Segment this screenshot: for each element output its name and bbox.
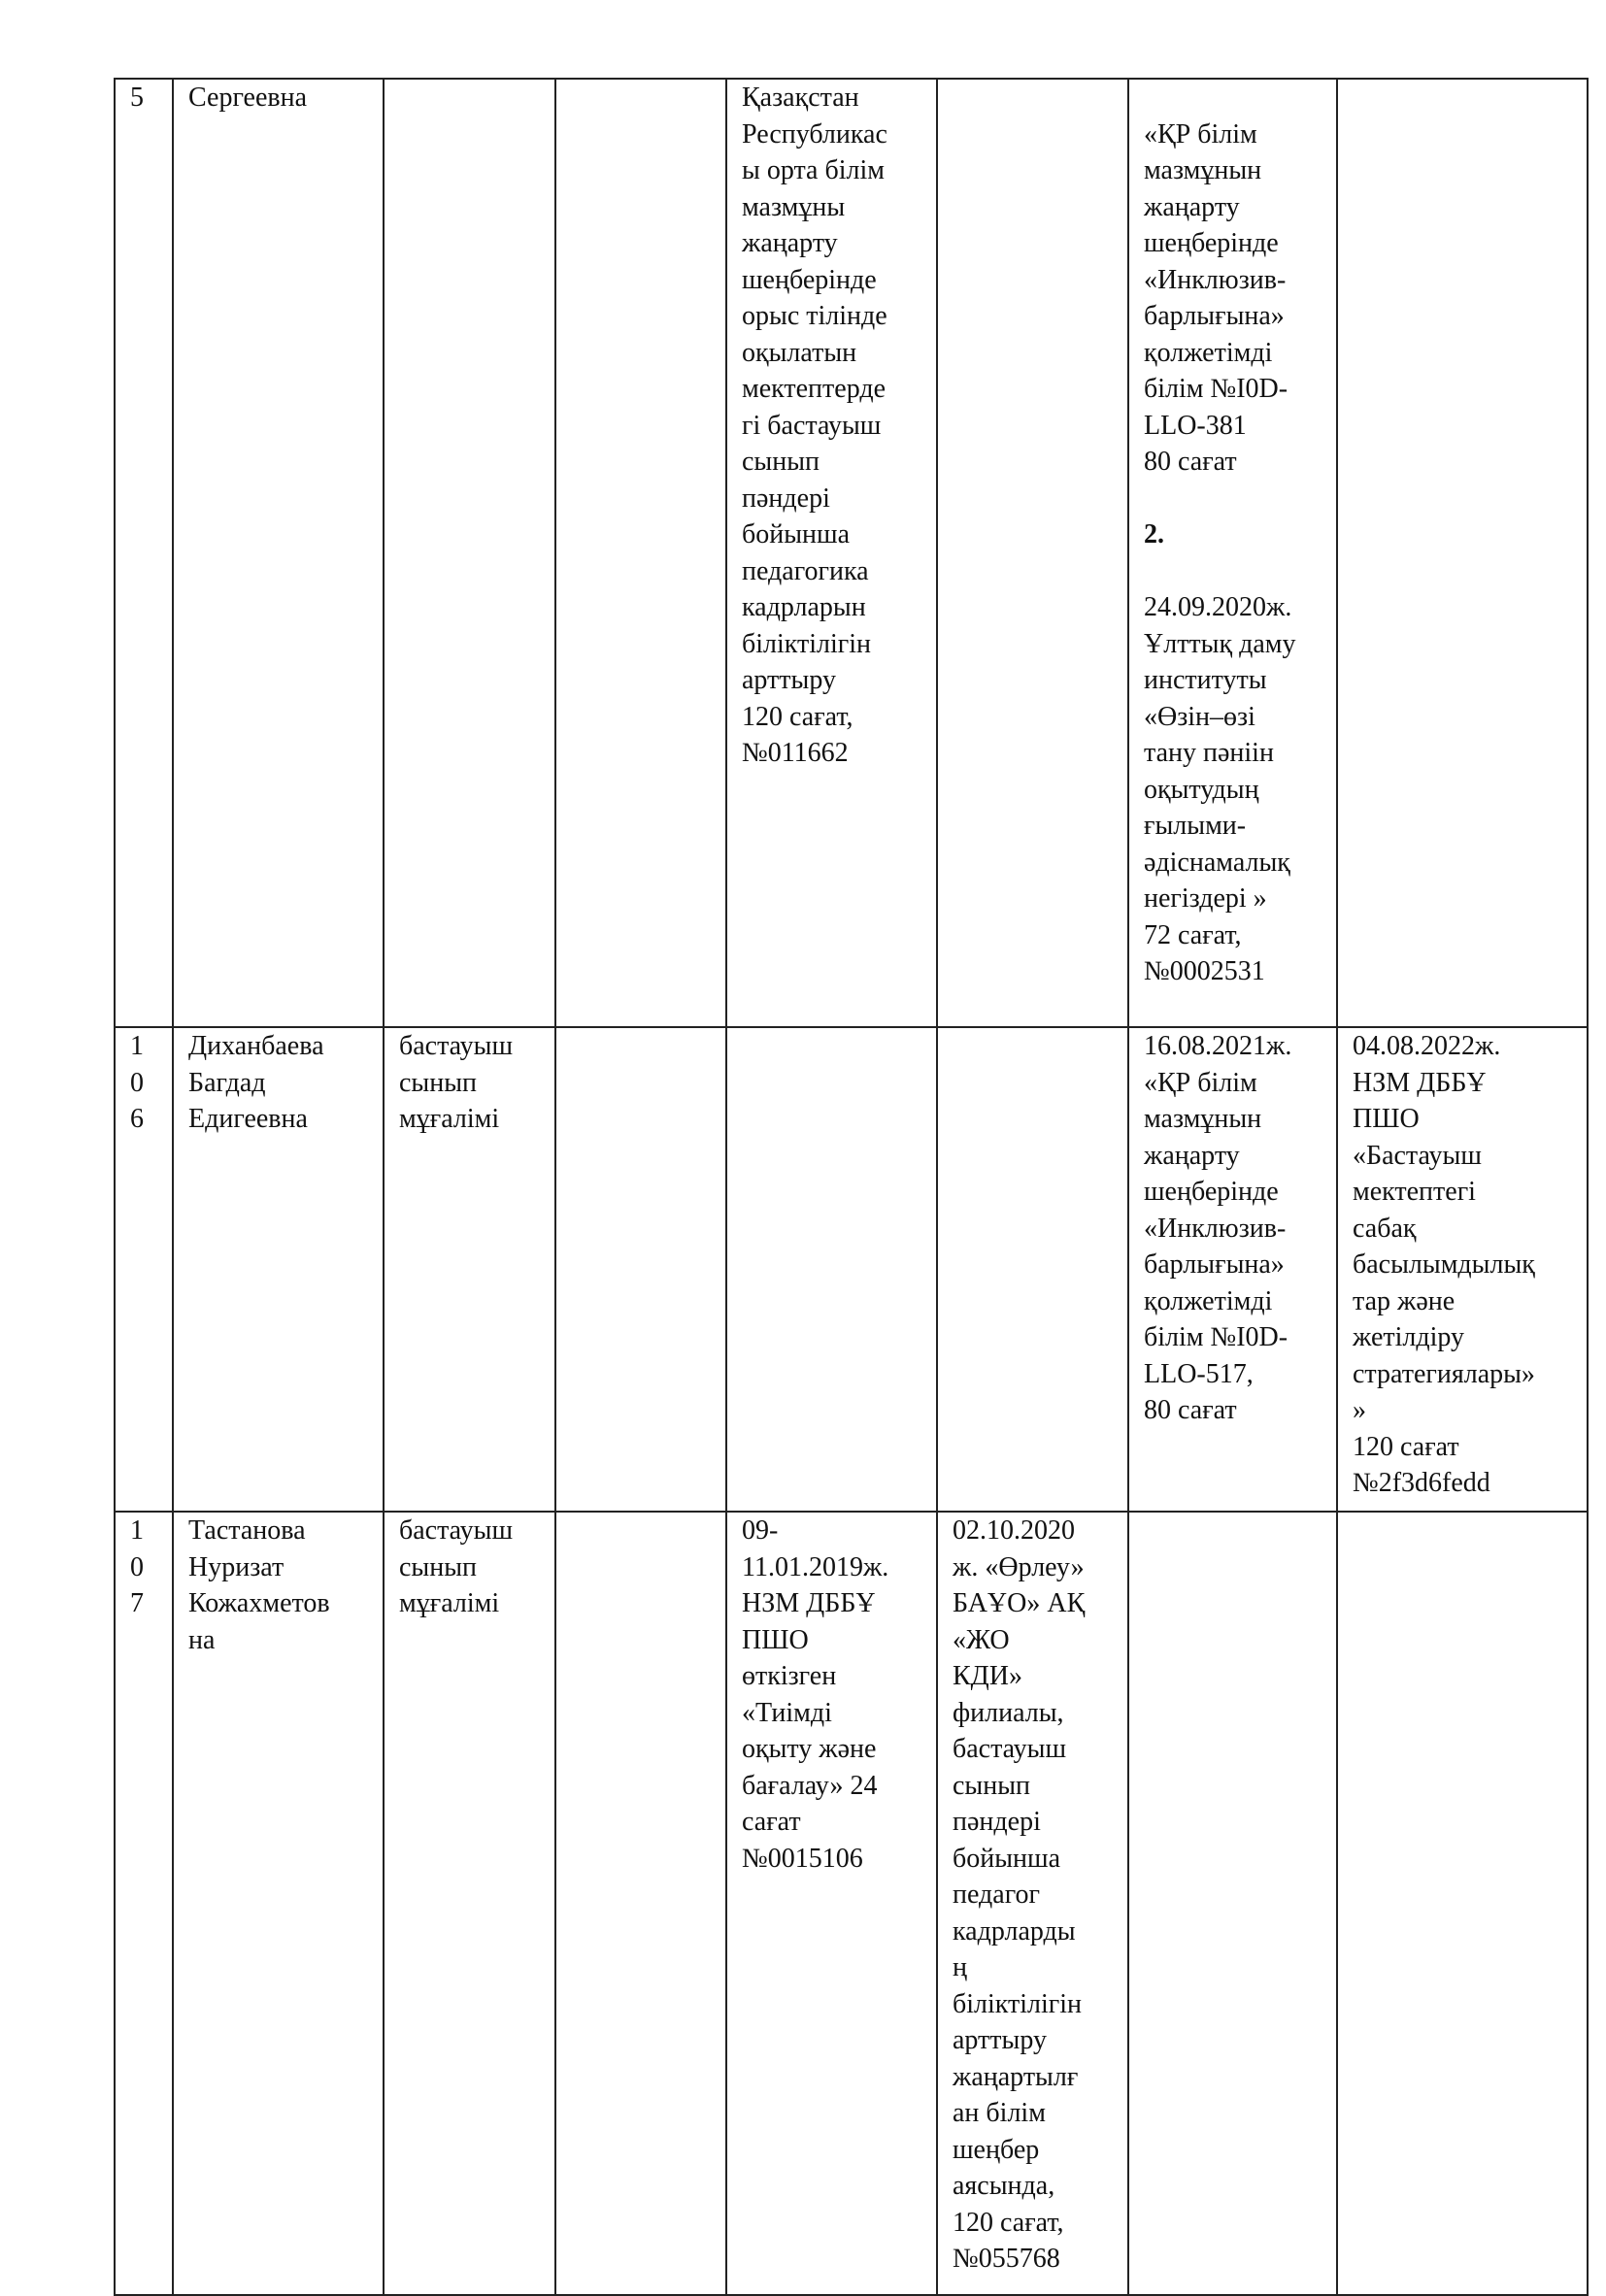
course-cell-col8 xyxy=(1337,79,1588,1027)
course-entry-marker: 2. xyxy=(1144,519,1164,549)
course-cell-col7 xyxy=(1128,79,1337,1027)
course-cell-col6 xyxy=(937,79,1128,1027)
course-cell-col8: 04.08.2022ж. НЗМ ДББҰ ПШО «Бастауыш мектептегі сабақ басылымдылық тар және жетілдіру стратегиялары» » 120 сағат №2f3d6fedd xyxy=(1337,1027,1588,1512)
position-cell: бастауыш сынып мұғалімі xyxy=(384,1027,555,1512)
table-row xyxy=(115,1512,1588,2295)
teacher-name-cell: Диханбаева Багдад Едигеевна xyxy=(173,1027,384,1512)
course-cell-col6: 02.10.2020 ж. «Өрлеу» БАҰО» АҚ «ЖО КДИ» филиалы, бастауыш сынып пәндері бойынша педагог кадрларды ң біліктілігін арттыру жаңартылғ ан білім шеңбер аясында, 120 сағат, №055768 xyxy=(937,1512,1128,2295)
row-number-cell: 5 xyxy=(115,79,173,1027)
course-cell-col5: 09- 11.01.2019ж. НЗМ ДББҰ ПШО өткізген «Тиімді оқыту және бағалау» 24 сағат №0015106 xyxy=(726,1512,937,2295)
course-cell-col7: 16.08.2021ж. «ҚР білім мазмұнын жаңарту шеңберінде «Инклюзив- барлығына» қолжетімді білім №I0D- LLO-517, 80 сағат xyxy=(1128,1027,1337,1512)
course-cell-col6 xyxy=(937,1027,1128,1512)
teacher-qualification-table xyxy=(114,78,1589,2296)
position-cell: бастауыш сынып мұғалімі xyxy=(384,1512,555,2295)
table-row xyxy=(115,79,1588,1027)
course-entry-1: «ҚР білім мазмұнын жаңарту шеңберінде «Инклюзив- барлығына» қолжетімді білім №I0D- LLO-381 80 сағат xyxy=(1144,118,1288,477)
course-cell-col8 xyxy=(1337,1512,1588,2295)
course-cell-col5: Қазақстан Республикас ы орта білім мазмұны жаңарту шеңберінде орыс тілінде оқылатын мектептерде гі бастауыш сынып пәндері бойынша педагогика кадрларын біліктілігін арттыру 120 сағат, №011662 xyxy=(726,79,937,1027)
column-4-cell xyxy=(555,1512,726,2295)
course-cell-col7 xyxy=(1128,1512,1337,2295)
row-number-cell: 1 0 7 xyxy=(115,1512,173,2295)
teacher-name-cell: Сергеевна xyxy=(173,79,384,1027)
table-row xyxy=(115,1027,1588,1512)
row-number-cell: 1 0 6 xyxy=(115,1027,173,1512)
column-4-cell xyxy=(555,79,726,1027)
position-cell xyxy=(384,79,555,1027)
column-4-cell xyxy=(555,1027,726,1512)
course-cell-col5 xyxy=(726,1027,937,1512)
teacher-name-cell: Тастанова Нуризат Кожахметов на xyxy=(173,1512,384,2295)
course-entry-2: 24.09.2020ж. Ұлттық даму институты «Өзін–өзі тану пәніін оқытудың ғылыми- әдіснамалық негіздері » 72 сағат, №0002531 xyxy=(1144,592,1296,986)
